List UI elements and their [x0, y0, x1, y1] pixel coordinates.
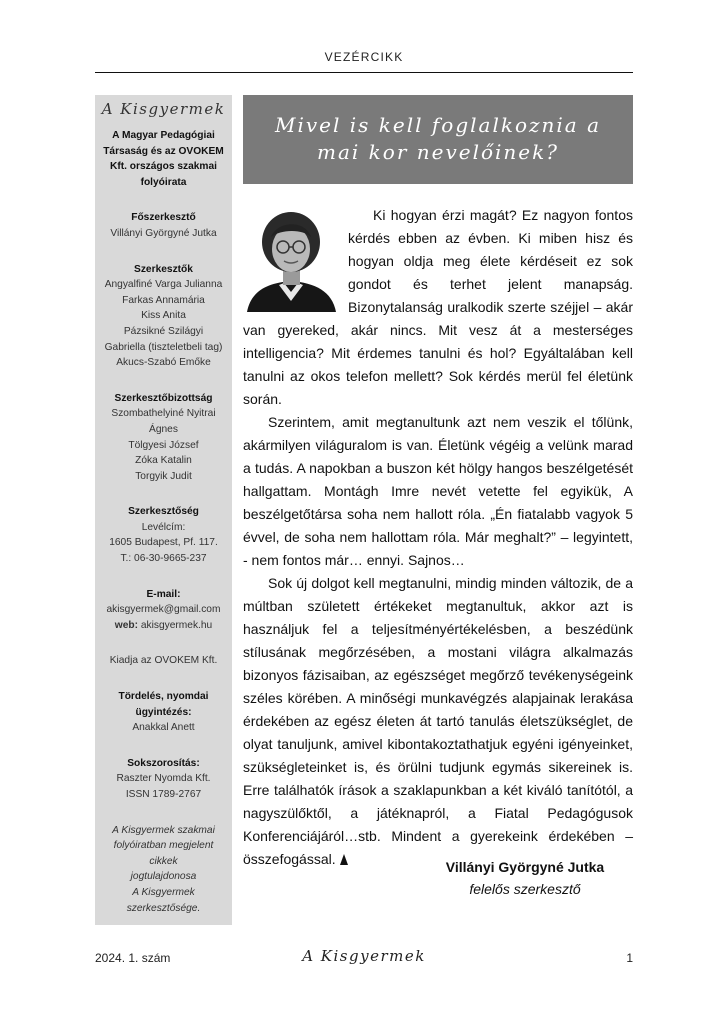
editor-name: Pázsikné Szilágyi — [123, 325, 204, 337]
board-member: Tölgyesi József — [128, 439, 199, 451]
email-label: E-mail: — [146, 588, 181, 600]
print-block — [97, 756, 230, 803]
end-mark-icon — [340, 854, 348, 865]
article-paragraph-text: Sok új dolgot kell megtanulni, mindig minden változik, de a múltban született értékeket megtanultuk, akkor azt is használjuk fel a teljesítményértékelésben, a beszédünk stílusának megőrzésében, a mostani világra alkalmazás bizonyos fázisaiban, az egészséget megőrző tevékenységeink széles körében. A minőségi munkavégzés alapjainak lerakása érdekében az egész életen át tartó tanulás életszükséglet, de olyat tanuljunk, amivel kibontakoztathatjuk egyéni igényeinket, szükségleteinket is, és örülni tudjunk egymás sikereinek is. Erre találhatók írások a szaklapunkban a két kiváló tanítótól, a nagyszülőktől, a játéknapról, a Fiatal Pedagógusok Konferenciájáról…stb. Mindent a gyerekeink érdekében – összefogással. — [243, 575, 633, 867]
office-line: T.: 06-30-9665-237 — [120, 553, 207, 565]
copyright-line: jogtulajdonosa — [130, 871, 197, 883]
chief-editor-name: Villányi Györgyné Jutka — [110, 227, 217, 239]
print-line: ISSN 1789-2767 — [125, 789, 202, 800]
layout-block — [97, 689, 230, 736]
page-number: 1 — [626, 951, 633, 965]
article-title-line: Mivel is kell foglalkoznia a — [274, 113, 602, 137]
article-title-line: mai kor nevelőinek? — [317, 140, 559, 164]
copyright-line: folyóiratban megjelent — [113, 840, 214, 852]
board-member: Zóka Katalin — [135, 455, 192, 467]
office-block — [97, 504, 230, 566]
article-paragraph: Szerintem, amit megtanultunk azt nem veszik el tőlünk, akármilyen világuralom is van. Életünk végéig a velünk marad a tudás. A napokban a buszon két hölgy hangos beszélgetését hallgattam. Montágh Imre nevét vetette fel egyikük, A beszélgetőtársa soha nem hallott róla. „Én fiatalabb vagyok 5 évvel, de soha nem hallottam róla. Már meghalt?” – legyintett, - nem fontos már… ennyi. Sajnos… — [243, 414, 633, 568]
signature-name: Villányi Györgyné Jutka — [445, 859, 605, 875]
office-heading: Szerkesztőség — [128, 506, 199, 518]
signature-role: felelős szerkesztő — [469, 881, 581, 897]
office-line: Levélcím: — [141, 521, 186, 533]
intro-line: A Magyar Pedagógiai — [112, 130, 215, 141]
print-heading: Sokszorosítás: — [127, 757, 200, 769]
editor-name: Kiss Anita — [141, 310, 186, 322]
signature — [430, 856, 620, 900]
email-address[interactable]: akisgyermek@gmail.com — [106, 604, 221, 616]
layout-heading: Tördelés, nyomdai — [118, 691, 209, 703]
board-block — [97, 391, 230, 485]
masthead-sidebar — [95, 95, 232, 925]
editor-name: Gabriella (tiszteletbeli tag) — [104, 341, 223, 353]
copyright-line: A Kisgyermek — [132, 886, 195, 898]
header-rule — [95, 72, 633, 73]
article-paragraph — [243, 572, 633, 871]
editor-name: Akucs-Szabó Emőke — [116, 357, 211, 369]
chief-editor-block — [97, 210, 230, 241]
web-address[interactable]: akisgyermek.hu — [140, 619, 213, 631]
article-title-box — [243, 95, 633, 184]
intro-line: folyóirata — [140, 176, 187, 188]
copyright-block — [97, 823, 230, 917]
editor-name: Angyalfiné Varga Julianna — [104, 279, 223, 291]
section-title: VEZÉRCIKK — [324, 50, 404, 64]
editor-name: Farkas Annamária — [122, 294, 205, 306]
copyright-line: cikkek — [149, 855, 178, 867]
chief-editor-heading: Főszerkesztő — [131, 212, 196, 224]
intro-line: Társaság és az OVOKEM — [103, 145, 224, 157]
office-line: 1605 Budapest, Pf. 117. — [109, 537, 218, 549]
issue-number: 2024. 1. szám — [95, 951, 171, 965]
contact-block — [97, 587, 230, 634]
publisher-line: Kiadja az OVOKEM Kft. — [109, 655, 218, 667]
masthead-intro — [97, 128, 230, 190]
board-member: Torgyik Judit — [135, 470, 192, 482]
print-line: Raszter Nyomda Kft. — [116, 773, 211, 785]
layout-person: Anakkal Anett — [132, 722, 195, 734]
copyright-line: A Kisgyermek szakmai — [112, 824, 215, 836]
article-body — [243, 204, 633, 871]
article-paragraph: Ki hogyan érzi magát? Ez nagyon fontos kérdés ebben az évben. Ki miben hisz és hogyan oldja meg élete kérdéseit ez sok gondot és terhet jelent manapság. Bizonytalanság uralkodik szerte széjjel – akár van gyereked, akár nincs. Mit vesz át a mesterséges intelligencia? Mit érdemes tanulni és hol? Egyáltalában kell tanulni az okos telefon mellett? Sok kérdés merül fel életünk során. — [243, 207, 633, 407]
editors-heading: Szerkesztők — [134, 263, 193, 275]
board-member: Szombathelyiné Nyitrai — [111, 408, 216, 420]
intro-line: Kft. országos szakmai — [109, 161, 217, 173]
masthead-brand: A Kisgyermek — [101, 100, 226, 118]
copyright-line: szerkesztősége. — [126, 902, 201, 914]
layout-heading: ügyintézés: — [135, 706, 192, 718]
board-heading: Szerkesztőbizottság — [114, 392, 213, 404]
footer-brand: A Kisgyermek — [302, 947, 426, 965]
board-member: Ágnes — [149, 423, 178, 435]
editors-block — [97, 262, 230, 371]
web-label: web: — [114, 619, 139, 631]
